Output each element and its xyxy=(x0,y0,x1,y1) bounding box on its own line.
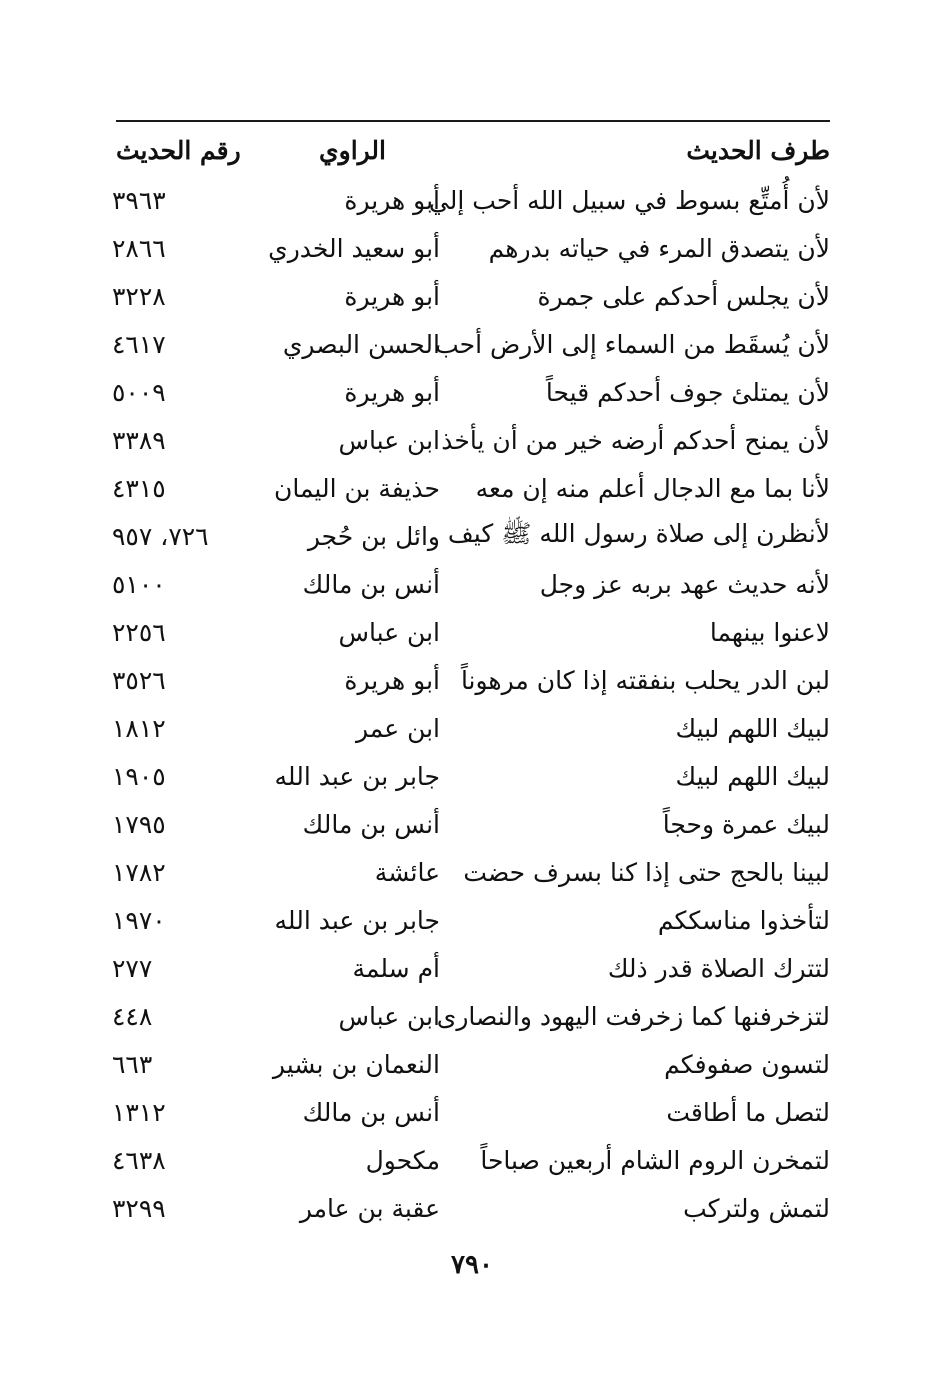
narrator: وائل بن حُجر xyxy=(307,521,440,551)
narrator: أبو هريرة xyxy=(344,281,440,311)
hadith-number: ١٣١٢ xyxy=(112,1097,166,1127)
hadith-text: لبيك عمرة وحجاً xyxy=(662,809,830,839)
narrator: ابن عمر xyxy=(355,713,440,743)
table-row xyxy=(112,896,834,944)
narrator: أبو هريرة xyxy=(344,665,440,695)
hadith-number: ٤٤٨ xyxy=(112,1001,153,1031)
narrator: أبو هريرة xyxy=(344,185,440,215)
hadith-text: لتمخرن الروم الشام أربعين صباحاً xyxy=(480,1145,830,1175)
hadith-text: لأنا بما مع الدجال أعلم منه إن معه xyxy=(475,473,830,503)
table-row xyxy=(112,656,834,704)
page-number: ٧٩٠ xyxy=(451,1250,493,1280)
narrator: النعمان بن بشير xyxy=(272,1049,440,1079)
narrator: أنس بن مالك xyxy=(302,1097,440,1127)
narrator: الحسن البصري xyxy=(282,329,440,359)
hadith-number: ٣٥٢٦ xyxy=(112,665,166,695)
hadith-number: ٧٢٦، ٩٥٧ xyxy=(112,521,209,551)
hadith-number: ١٧٨٢ xyxy=(112,857,166,887)
table-row xyxy=(112,560,834,608)
table-row xyxy=(112,1184,834,1232)
hadith-text: لأن يُسقَط من السماء إلى الأرض أحب xyxy=(435,329,830,359)
hadith-text: لتأخذوا مناسككم xyxy=(657,905,830,935)
hadith-text: لبينا بالحج حتى إذا كنا بسرف حضت xyxy=(463,857,830,887)
hadith-index-table xyxy=(112,124,834,1232)
hadith-number: ٥٠٠٩ xyxy=(112,377,166,407)
hadith-number: ١٧٩٥ xyxy=(112,809,166,839)
table-row xyxy=(112,224,834,272)
narrator: ابن عباس xyxy=(338,1001,440,1031)
hadith-number: ٢٧٧ xyxy=(112,953,153,983)
table-row xyxy=(112,992,834,1040)
hadith-number: ٣٢٢٨ xyxy=(112,281,166,311)
hadith-text: لتسون صفوفكم xyxy=(664,1049,830,1079)
hadith-number: ١٩٧٠ xyxy=(112,905,166,935)
hadith-number: ٢٨٦٦ xyxy=(112,233,166,263)
hadith-text: لبيك اللهم لبيك xyxy=(675,761,830,791)
table-row xyxy=(112,416,834,464)
hadith-number: ١٨١٢ xyxy=(112,713,166,743)
table-row xyxy=(112,272,834,320)
hadith-text: لاعنوا بينهما xyxy=(709,617,830,647)
narrator: جابر بن عبد الله xyxy=(274,905,440,935)
table-row xyxy=(112,1040,834,1088)
narrator: أنس بن مالك xyxy=(302,569,440,599)
table-row xyxy=(112,752,834,800)
narrator: أبو هريرة xyxy=(344,377,440,407)
narrator: أم سلمة xyxy=(352,953,440,983)
table-row xyxy=(112,1136,834,1184)
hadith-text: لتمش ولتركب xyxy=(683,1193,830,1223)
hadith-number: ٢٢٥٦ xyxy=(112,617,166,647)
hadith-number: ١٩٠٥ xyxy=(112,761,166,791)
narrator: عائشة xyxy=(374,857,440,887)
hadith-text: لبيك اللهم لبيك xyxy=(675,713,830,743)
hadith-text: لأن يمتلئ جوف أحدكم قيحاً xyxy=(545,377,830,407)
table-header xyxy=(112,124,834,176)
hadith-number: ٥١٠٠ xyxy=(112,569,166,599)
header-hadith-number: رقم الحديث xyxy=(116,135,241,165)
hadith-number: ٣٩٦٣ xyxy=(112,185,166,215)
hadith-text: لأن يجلس أحدكم على جمرة xyxy=(537,281,830,311)
table-row xyxy=(112,320,834,368)
narrator: ابن عباس xyxy=(338,425,440,455)
narrator: جابر بن عبد الله xyxy=(274,761,440,791)
table-row xyxy=(112,1088,834,1136)
table-row xyxy=(112,608,834,656)
hadith-text: لتترك الصلاة قدر ذلك xyxy=(607,953,830,983)
narrator: أبو سعيد الخدري xyxy=(268,233,440,263)
narrator: أنس بن مالك xyxy=(302,809,440,839)
hadith-text: لأن يتصدق المرء في حياته بدرهم xyxy=(488,233,830,263)
narrator: مكحول xyxy=(365,1145,440,1175)
hadith-text: لتصل ما أطاقت xyxy=(666,1097,830,1127)
hadith-text: لأنه حديث عهد بربه عز وجل xyxy=(539,569,830,599)
table-row xyxy=(112,368,834,416)
hadith-number: ٦٦٣ xyxy=(112,1049,153,1079)
hadith-number: ٣٣٨٩ xyxy=(112,425,166,455)
table-row xyxy=(112,944,834,992)
table-row xyxy=(112,848,834,896)
hadith-number: ٤٦٣٨ xyxy=(112,1145,166,1175)
narrator: ابن عباس xyxy=(338,617,440,647)
table-row xyxy=(112,176,834,224)
narrator: حذيفة بن اليمان xyxy=(273,473,440,503)
hadith-number: ٣٢٩٩ xyxy=(112,1193,166,1223)
table-row xyxy=(112,800,834,848)
hadith-text: لأنظرن إلى صلاة رسول الله ﷺ كيف xyxy=(447,518,830,548)
hadith-text: لتزخرفنها كما زخرفت اليهود والنصارى xyxy=(436,1001,830,1031)
narrator: عقبة بن عامر xyxy=(299,1193,440,1223)
table-row xyxy=(112,704,834,752)
hadith-text: لأن يمنح أحدكم أرضه خير من أن يأخذ xyxy=(441,425,830,455)
hadith-number: ٤٦١٧ xyxy=(112,329,166,359)
header-narrator: الراوي xyxy=(319,135,386,165)
top-rule xyxy=(116,120,830,122)
header-hadith-text: طرف الحديث xyxy=(686,135,830,165)
hadith-text: لأن أُمتِّع بسوط في سبيل الله أحب إلي xyxy=(428,185,830,215)
table-row xyxy=(112,512,834,560)
hadith-text: لبن الدر يحلب بنفقته إذا كان مرهوناً xyxy=(460,665,830,695)
hadith-number: ٤٣١٥ xyxy=(112,473,166,503)
table-row xyxy=(112,464,834,512)
